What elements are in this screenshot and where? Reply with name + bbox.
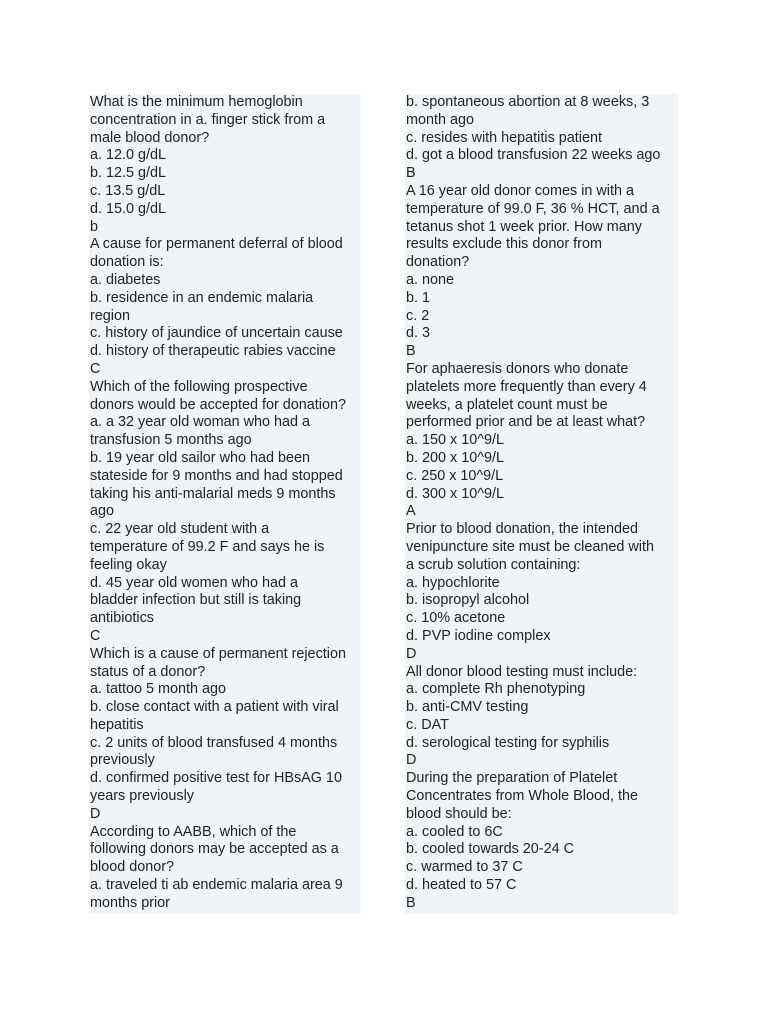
text-line: B [406, 165, 416, 182]
text-line: following donors may be accepted as a [90, 841, 339, 858]
text-line: b. 19 year old sailor who had been [90, 449, 311, 466]
text-line: status of a donor? [90, 663, 206, 680]
text-line: taking his anti-malarial meds 9 months [90, 485, 336, 502]
text-line: d. 45 year old women who had a [90, 574, 298, 591]
text-line: d. history of therapeutic rabies vaccine [90, 343, 336, 360]
text-line: b. residence in an endemic malaria [90, 289, 314, 306]
text-line: d. 3 [406, 325, 431, 342]
text-line: male blood donor? [90, 129, 210, 146]
text-line: D [406, 752, 417, 769]
text-line: donation? [406, 254, 470, 271]
text-line: antibiotics [90, 610, 154, 627]
text-line: a. hypochlorite [406, 574, 500, 591]
text-line: D [406, 645, 417, 662]
text-line: Which is a cause of permanent rejection [90, 645, 346, 662]
text-line: results exclude this donor from [406, 236, 602, 253]
text-line: hepatitis [90, 716, 144, 733]
text-line: previously [90, 752, 155, 769]
text-line: According to AABB, which of the [90, 823, 297, 840]
text-line: d. confirmed positive test for HBsAG 10 [90, 770, 342, 787]
text-line: d. 300 x 10^9/L [406, 485, 504, 502]
text-line: d. got a blood transfusion 22 weeks ago [406, 147, 661, 164]
text-line: B [406, 343, 416, 360]
text-line: c. 2 [406, 307, 430, 324]
text-line: c. resides with hepatitis patient [406, 129, 602, 146]
text-line: B [406, 894, 416, 911]
text-line: d. PVP iodine complex [406, 627, 551, 644]
text-line: b. anti-CMV testing [406, 699, 529, 716]
text-line: feeling okay [90, 556, 167, 573]
text-line: Prior to blood donation, the intended [406, 521, 639, 538]
text-line: d. heated to 57 C [406, 877, 517, 894]
text-line: temperature of 99.2 F and says he is [90, 538, 325, 555]
text-line: b. 200 x 10^9/L [406, 449, 504, 466]
text-line: c. 2 units of blood transfused 4 months [90, 734, 338, 751]
text-line: years previously [90, 788, 194, 805]
text-line: c. 250 x 10^9/L [406, 467, 504, 484]
text-line: A [406, 503, 416, 520]
text-line: Concentrates from Whole Blood, the [406, 788, 638, 805]
text-line: A 16 year old donor comes in with a [406, 182, 634, 199]
text-line: c. history of jaundice of uncertain cause [90, 325, 343, 342]
text-line: a. a 32 year old woman who had a [90, 414, 310, 431]
text-line: blood donor? [90, 859, 175, 876]
text-line: c. DAT [406, 716, 449, 733]
left-text-column [89, 94, 361, 914]
text-line: stateside for 9 months and had stopped [90, 467, 343, 484]
text-line: performed prior and be at least what? [406, 414, 646, 431]
text-line: a. cooled to 6C [406, 823, 503, 840]
text-line: c. 22 year old student with a [90, 521, 270, 538]
text-line: donors would be accepted for donation? [90, 396, 347, 413]
text-line: For aphaeresis donors who donate [406, 360, 629, 377]
text-line: a. 12.0 g/dL [90, 147, 167, 164]
text-line: C [90, 360, 101, 377]
text-line: c. 13.5 g/dL [90, 182, 166, 199]
text-line: month ago [406, 111, 475, 128]
text-line: a. traveled ti ab endemic malaria area 9 [90, 877, 343, 894]
text-line: a scrub solution containing: [406, 556, 581, 573]
text-line: platelets more frequently than every 4 [406, 378, 647, 395]
text-line: a. diabetes [90, 271, 161, 288]
text-line: b. isopropyl alcohol [406, 592, 530, 609]
text-line: What is the minimum hemoglobin [90, 94, 303, 110]
text-line: donation is: [90, 254, 164, 271]
text-line: d. 15.0 g/dL [90, 200, 167, 217]
text-line: weeks, a platelet count must be [406, 396, 608, 413]
text-line: temperature of 99.0 F, 36 % HCT, and a [406, 200, 660, 217]
text-line: ago [90, 503, 115, 520]
text-line: a. none [406, 271, 455, 288]
text-line: D [90, 805, 101, 822]
text-line: C [90, 627, 101, 644]
text-line: transfusion 5 months ago [90, 432, 252, 449]
text-line: bladder infection but still is taking [90, 592, 302, 609]
text-line: b [90, 218, 99, 235]
text-line: b. cooled towards 20-24 C [406, 841, 574, 858]
text-line: All donor blood testing must include: [406, 663, 638, 680]
text-line: concentration in a. finger stick from a [90, 111, 326, 128]
text-line: During the preparation of Platelet [406, 770, 618, 787]
right-text-column [405, 94, 678, 914]
text-line: region [90, 307, 131, 324]
text-line: b. close contact with a patient with viral [90, 699, 339, 716]
text-line: c. warmed to 37 C [406, 859, 523, 876]
text-line: a. 150 x 10^9/L [406, 432, 504, 449]
text-line: tetanus shot 1 week prior. How many [406, 218, 642, 235]
text-line: Which of the following prospective [90, 378, 308, 395]
text-line: b. spontaneous abortion at 8 weeks, 3 [406, 94, 650, 110]
text-line: months prior [90, 894, 170, 911]
text-line: b. 12.5 g/dL [90, 165, 167, 182]
text-line: venipuncture site must be cleaned with [406, 538, 654, 555]
text-line: a. tattoo 5 month ago [90, 681, 227, 698]
text-line: a. complete Rh phenotyping [406, 681, 586, 698]
text-line: A cause for permanent deferral of blood [90, 236, 343, 253]
text-line: d. serological testing for syphilis [406, 734, 610, 751]
text-line: c. 10% acetone [406, 610, 506, 627]
text-line: b. 1 [406, 289, 431, 306]
text-line: blood should be: [406, 805, 512, 822]
